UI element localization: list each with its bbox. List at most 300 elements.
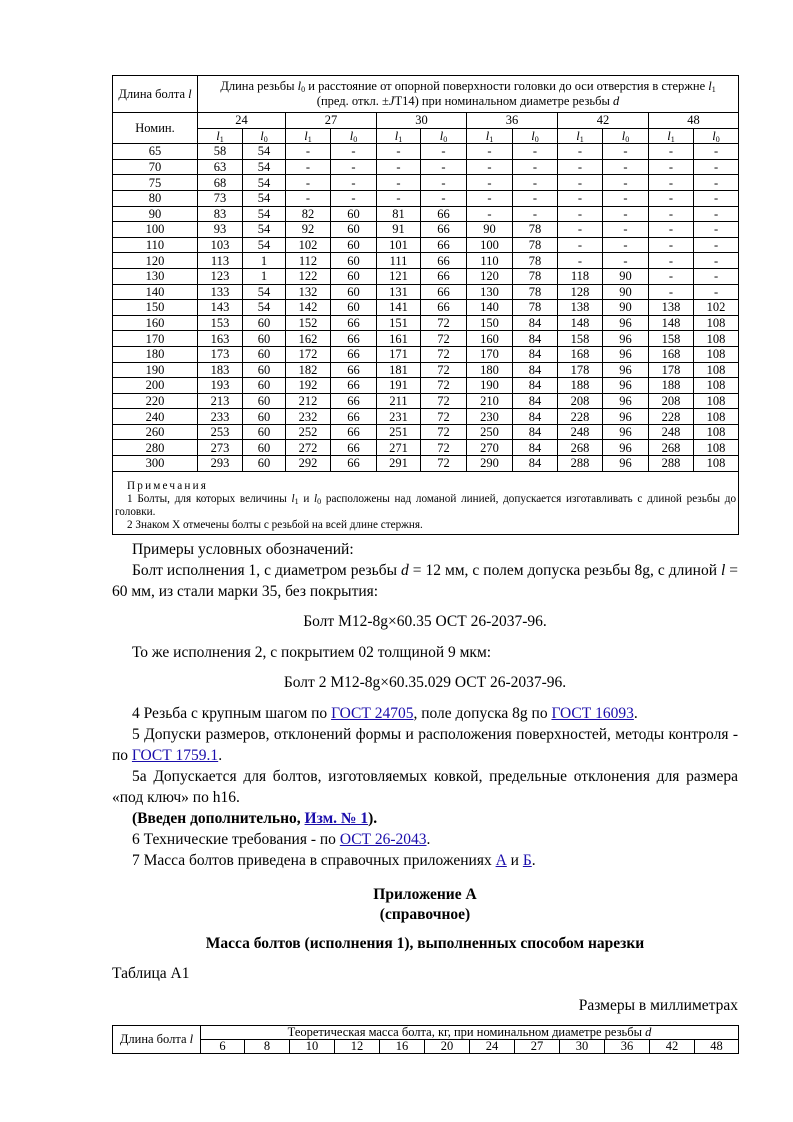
value-cell: 138 — [558, 300, 603, 316]
value-cell: 54 — [243, 190, 286, 206]
appendix-a-link[interactable]: А — [495, 851, 507, 869]
value-cell: 66 — [331, 331, 377, 347]
diameter-24: 24 — [198, 113, 286, 129]
value-cell: 111 — [377, 253, 421, 269]
value-cell: 66 — [331, 346, 377, 362]
l0-header: $l_0$ — [694, 128, 739, 144]
value-cell: 68 — [198, 175, 243, 191]
mass-diameter-cell: 8 — [245, 1039, 290, 1053]
value-cell: 66 — [331, 393, 377, 409]
value-cell: 66 — [421, 222, 467, 238]
value-cell: - — [421, 159, 467, 175]
value-cell: 66 — [331, 456, 377, 472]
value-cell: - — [558, 175, 603, 191]
bolt-length-cell: 280 — [113, 440, 198, 456]
bolt-length-cell: 90 — [113, 206, 198, 222]
value-cell: 122 — [286, 268, 331, 284]
value-cell: 84 — [513, 424, 558, 440]
value-cell: 108 — [694, 362, 739, 378]
appendix-subtitle: (справочное) — [379, 905, 471, 923]
value-cell: 208 — [558, 393, 603, 409]
value-cell: - — [603, 190, 649, 206]
value-cell: - — [558, 159, 603, 175]
value-cell: 66 — [331, 409, 377, 425]
value-cell: - — [694, 159, 739, 175]
mass-diameter-cell: 10 — [290, 1039, 335, 1053]
value-cell: 60 — [331, 237, 377, 253]
value-cell: 230 — [467, 409, 513, 425]
value-cell: 178 — [649, 362, 694, 378]
value-cell: 168 — [649, 346, 694, 362]
value-cell: 248 — [649, 424, 694, 440]
value-cell: 121 — [377, 268, 421, 284]
value-cell: - — [286, 190, 331, 206]
value-cell: 108 — [694, 331, 739, 347]
diameter-30: 30 — [377, 113, 467, 129]
value-cell: 78 — [513, 284, 558, 300]
examples-title: Примеры условных обозначений: — [132, 540, 354, 558]
thread-length-table — [112, 75, 739, 535]
value-cell: - — [649, 222, 694, 238]
value-cell: 73 — [198, 190, 243, 206]
value-cell: 108 — [694, 424, 739, 440]
value-cell: 288 — [649, 456, 694, 472]
value-cell: - — [649, 253, 694, 269]
bolt-length-cell: 140 — [113, 284, 198, 300]
body-text — [112, 539, 738, 871]
diameter-36: 36 — [467, 113, 558, 129]
value-cell: - — [558, 206, 603, 222]
value-cell: 54 — [243, 175, 286, 191]
value-cell: 112 — [286, 253, 331, 269]
value-cell: 102 — [694, 300, 739, 316]
table-row — [113, 268, 739, 284]
mass-diameter-cell: 24 — [470, 1039, 515, 1053]
value-cell: 78 — [513, 253, 558, 269]
value-cell: 108 — [694, 346, 739, 362]
value-cell: 180 — [467, 362, 513, 378]
value-cell: - — [694, 175, 739, 191]
table-label: Таблица А1 — [112, 964, 190, 982]
l1-header: $l_1$ — [467, 128, 513, 144]
value-cell: 96 — [603, 440, 649, 456]
value-cell: 54 — [243, 222, 286, 238]
value-cell: 91 — [377, 222, 421, 238]
appendix-b-link[interactable]: Б — [522, 851, 532, 869]
value-cell: 148 — [558, 315, 603, 331]
value-cell: - — [377, 190, 421, 206]
value-cell: 66 — [421, 284, 467, 300]
value-cell: 66 — [421, 206, 467, 222]
mass-diameter-cell: 36 — [605, 1039, 650, 1053]
bolt-length-cell: 70 — [113, 159, 198, 175]
value-cell: 81 — [377, 206, 421, 222]
value-cell: 252 — [286, 424, 331, 440]
value-cell: 178 — [558, 362, 603, 378]
value-cell: - — [558, 253, 603, 269]
value-cell: 228 — [649, 409, 694, 425]
value-cell: 90 — [467, 222, 513, 238]
bolt-length-cell: 75 — [113, 175, 198, 191]
value-cell: 268 — [558, 440, 603, 456]
value-cell: 143 — [198, 300, 243, 316]
bolt-length-cell: 150 — [113, 300, 198, 316]
value-cell: - — [603, 175, 649, 191]
value-cell: 192 — [286, 378, 331, 394]
value-cell: 96 — [603, 346, 649, 362]
value-cell: - — [467, 159, 513, 175]
value-cell: 60 — [331, 222, 377, 238]
value-cell: 96 — [603, 378, 649, 394]
value-cell: 72 — [421, 315, 467, 331]
value-cell: - — [603, 144, 649, 160]
value-cell: 84 — [513, 409, 558, 425]
value-cell: 140 — [467, 300, 513, 316]
value-cell: - — [467, 144, 513, 160]
value-cell: - — [467, 175, 513, 191]
value-cell: - — [649, 237, 694, 253]
value-cell: 172 — [286, 346, 331, 362]
diameter-header-row — [113, 113, 739, 129]
value-cell: 271 — [377, 440, 421, 456]
value-cell: 78 — [513, 237, 558, 253]
value-cell: 84 — [513, 440, 558, 456]
value-cell: 60 — [243, 315, 286, 331]
value-cell: 90 — [603, 268, 649, 284]
table-row — [113, 144, 739, 160]
value-cell: 60 — [243, 456, 286, 472]
bolt-length-cell: 160 — [113, 315, 198, 331]
value-cell: 190 — [467, 378, 513, 394]
value-cell: 60 — [243, 331, 286, 347]
value-cell: 66 — [331, 315, 377, 331]
value-cell: 170 — [467, 346, 513, 362]
subheader-row — [113, 128, 739, 144]
value-cell: 133 — [198, 284, 243, 300]
mass-diameter-cell: 6 — [201, 1039, 245, 1053]
value-cell: 128 — [558, 284, 603, 300]
value-cell: 231 — [377, 409, 421, 425]
value-cell: 123 — [198, 268, 243, 284]
table-row — [113, 253, 739, 269]
table-row — [113, 190, 739, 206]
table-row — [113, 206, 739, 222]
table-row — [113, 393, 739, 409]
table-row — [113, 378, 739, 394]
value-cell: 72 — [421, 346, 467, 362]
value-cell: - — [649, 268, 694, 284]
bolt-length-cell: 170 — [113, 331, 198, 347]
value-cell: - — [694, 237, 739, 253]
value-cell: 90 — [603, 300, 649, 316]
value-cell: - — [649, 144, 694, 160]
value-cell: 102 — [286, 237, 331, 253]
value-cell: - — [558, 190, 603, 206]
value-cell: - — [377, 175, 421, 191]
item-5a: 5а Допускается для болтов, изготовляемых ковкой, предельные отклонения для размера «под ключ» по h16. — [112, 767, 738, 806]
gost-1759-1-link[interactable]: ГОСТ 1759.1 — [131, 746, 219, 764]
bolt-length-cell: 65 — [113, 144, 198, 160]
value-cell: 72 — [421, 378, 467, 394]
bolt-length-cell: 180 — [113, 346, 198, 362]
value-cell: 66 — [331, 424, 377, 440]
table-row — [113, 284, 739, 300]
value-cell: - — [513, 159, 558, 175]
value-cell: 272 — [286, 440, 331, 456]
value-cell: - — [603, 253, 649, 269]
mass-diameter-cell: 42 — [650, 1039, 695, 1053]
value-cell: 96 — [603, 393, 649, 409]
value-cell: 163 — [198, 331, 243, 347]
bolt-length-cell: 190 — [113, 362, 198, 378]
table-row — [113, 440, 739, 456]
value-cell: - — [513, 206, 558, 222]
value-cell: - — [649, 190, 694, 206]
diameter-42: 42 — [558, 113, 649, 129]
mass-diameter-cell: 16 — [380, 1039, 425, 1053]
value-cell: 288 — [558, 456, 603, 472]
mass-diameter-row — [113, 1039, 739, 1053]
value-cell: 233 — [198, 409, 243, 425]
value-cell: 78 — [513, 268, 558, 284]
value-cell: 188 — [558, 378, 603, 394]
table-header-row — [113, 76, 739, 113]
table-row — [113, 424, 739, 440]
value-cell: 72 — [421, 409, 467, 425]
value-cell: 78 — [513, 222, 558, 238]
value-cell: 66 — [421, 300, 467, 316]
value-cell: 84 — [513, 362, 558, 378]
table-row — [113, 159, 739, 175]
value-cell: 54 — [243, 144, 286, 160]
value-cell: 182 — [286, 362, 331, 378]
table-row — [113, 409, 739, 425]
value-cell: - — [694, 144, 739, 160]
value-cell: 142 — [286, 300, 331, 316]
value-cell: 1 — [243, 253, 286, 269]
value-cell: 63 — [198, 159, 243, 175]
bolt-length-cell: 200 — [113, 378, 198, 394]
value-cell: 210 — [467, 393, 513, 409]
value-cell: 248 — [558, 424, 603, 440]
value-cell: 151 — [377, 315, 421, 331]
value-cell: 72 — [421, 393, 467, 409]
table-row — [113, 362, 739, 378]
value-cell: 103 — [198, 237, 243, 253]
value-cell: 153 — [198, 315, 243, 331]
value-cell: - — [331, 175, 377, 191]
bolt-length-cell: 240 — [113, 409, 198, 425]
gost-24705-link[interactable]: ГОСТ 24705 — [331, 704, 414, 722]
diameter-48: 48 — [649, 113, 739, 129]
value-cell: 101 — [377, 237, 421, 253]
value-cell: 160 — [467, 331, 513, 347]
value-cell: 191 — [377, 378, 421, 394]
notes-title: Примечания — [127, 479, 209, 492]
value-cell: 138 — [649, 300, 694, 316]
l1-header: $l_1$ — [198, 128, 243, 144]
value-cell: 108 — [694, 440, 739, 456]
diameter-27: 27 — [286, 113, 377, 129]
thread-length-header: Длина резьбы $l_0$ и расстояние от опорной поверхности головки до оси отверстия в стержне $l_1$ (пред. откл. ±JT14) при номинальном диаметре резьбы d — [198, 76, 739, 113]
value-cell: 161 — [377, 331, 421, 347]
value-cell: - — [649, 175, 694, 191]
value-cell: 82 — [286, 206, 331, 222]
mass-header-row — [113, 1025, 739, 1039]
value-cell: - — [286, 175, 331, 191]
value-cell: - — [558, 222, 603, 238]
value-cell: 113 — [198, 253, 243, 269]
value-cell: - — [377, 159, 421, 175]
bolt-length-header: Длина болта l — [113, 1025, 201, 1053]
document-page — [112, 75, 738, 1054]
value-cell: - — [467, 206, 513, 222]
mass-header: Теоретическая масса болта, кг, при номинальном диаметре резьбы d — [201, 1025, 739, 1039]
value-cell: 108 — [694, 456, 739, 472]
value-cell: 92 — [286, 222, 331, 238]
value-cell: 188 — [649, 378, 694, 394]
value-cell: - — [603, 237, 649, 253]
appendix-heading: Масса болтов (исполнения 1), выполненных способом нарезки — [205, 934, 645, 952]
value-cell: 93 — [198, 222, 243, 238]
value-cell: 60 — [331, 284, 377, 300]
value-cell: - — [694, 253, 739, 269]
value-cell: 54 — [243, 284, 286, 300]
formula-1: Болт М12-8g×60.35 ОСТ 26-2037-96. — [303, 612, 547, 630]
value-cell: 96 — [603, 362, 649, 378]
ost-26-2043-link[interactable]: ОСТ 26-2043 — [339, 830, 427, 848]
value-cell: 96 — [603, 331, 649, 347]
gost-16093-link[interactable]: ГОСТ 16093 — [551, 704, 634, 722]
value-cell: 84 — [513, 393, 558, 409]
value-cell: - — [377, 144, 421, 160]
bolt-length-cell: 220 — [113, 393, 198, 409]
bolt-length-cell: 80 — [113, 190, 198, 206]
value-cell: - — [649, 159, 694, 175]
value-cell: 162 — [286, 331, 331, 347]
value-cell: 232 — [286, 409, 331, 425]
value-cell: - — [421, 190, 467, 206]
l0-header: $l_0$ — [421, 128, 467, 144]
value-cell: 84 — [513, 456, 558, 472]
value-cell: 132 — [286, 284, 331, 300]
value-cell: 250 — [467, 424, 513, 440]
value-cell: 213 — [198, 393, 243, 409]
l1-header: $l_1$ — [377, 128, 421, 144]
l0-header: $l_0$ — [331, 128, 377, 144]
formula-2: Болт 2 М12-8g×60.35.029 ОСТ 26-2037-96. — [283, 673, 567, 691]
value-cell: - — [331, 190, 377, 206]
bolt-mass-table — [112, 1025, 739, 1054]
value-cell: 54 — [243, 159, 286, 175]
table-row — [113, 237, 739, 253]
value-cell: 108 — [694, 315, 739, 331]
value-cell: - — [331, 159, 377, 175]
notes-cell — [113, 471, 739, 534]
l1-header: $l_1$ — [649, 128, 694, 144]
bolt-length-cell: 120 — [113, 253, 198, 269]
nominal-header: Номин. — [113, 113, 198, 144]
amendment-1-link[interactable]: Изм. № 1 — [304, 809, 369, 827]
table-row — [113, 331, 739, 347]
l0-header: $l_0$ — [603, 128, 649, 144]
value-cell: 54 — [243, 237, 286, 253]
value-cell: 173 — [198, 346, 243, 362]
notes-row — [113, 471, 739, 534]
table-row — [113, 175, 739, 191]
value-cell: - — [467, 190, 513, 206]
value-cell: - — [649, 284, 694, 300]
units-note: Размеры в миллиметрах — [578, 996, 738, 1014]
value-cell: 158 — [558, 331, 603, 347]
value-cell: 130 — [467, 284, 513, 300]
mass-diameter-cell: 30 — [560, 1039, 605, 1053]
value-cell: 84 — [513, 315, 558, 331]
value-cell: - — [603, 222, 649, 238]
value-cell: 110 — [467, 253, 513, 269]
value-cell: - — [694, 268, 739, 284]
mass-diameter-cell: 12 — [335, 1039, 380, 1053]
value-cell: 96 — [603, 315, 649, 331]
appendix-header — [112, 885, 738, 925]
l0-header: $l_0$ — [513, 128, 558, 144]
value-cell: - — [513, 190, 558, 206]
value-cell: 72 — [421, 331, 467, 347]
value-cell: 181 — [377, 362, 421, 378]
bolt-length-cell: 300 — [113, 456, 198, 472]
value-cell: - — [558, 144, 603, 160]
bolt-length-cell: 100 — [113, 222, 198, 238]
value-cell: 72 — [421, 440, 467, 456]
value-cell: 84 — [513, 378, 558, 394]
value-cell: 60 — [243, 440, 286, 456]
mass-diameter-cell: 48 — [695, 1039, 739, 1053]
value-cell: 268 — [649, 440, 694, 456]
appendix-title: Приложение А — [373, 885, 477, 903]
value-cell: 253 — [198, 424, 243, 440]
value-cell: 211 — [377, 393, 421, 409]
value-cell: 90 — [603, 284, 649, 300]
value-cell: - — [331, 144, 377, 160]
value-cell: 291 — [377, 456, 421, 472]
value-cell: 148 — [649, 315, 694, 331]
value-cell: 108 — [694, 378, 739, 394]
value-cell: - — [694, 222, 739, 238]
value-cell: 60 — [243, 393, 286, 409]
value-cell: 290 — [467, 456, 513, 472]
value-cell: 108 — [694, 393, 739, 409]
amendment-note: (Введен дополнительно, Изм. № 1). — [132, 809, 378, 827]
value-cell: 228 — [558, 409, 603, 425]
value-cell: - — [513, 144, 558, 160]
value-cell: 100 — [467, 237, 513, 253]
value-cell: 96 — [603, 424, 649, 440]
value-cell: 66 — [421, 268, 467, 284]
value-cell: 270 — [467, 440, 513, 456]
table-row — [113, 456, 739, 472]
bolt-length-cell: 110 — [113, 237, 198, 253]
value-cell: 66 — [331, 362, 377, 378]
bolt-length-cell: 260 — [113, 424, 198, 440]
value-cell: 72 — [421, 362, 467, 378]
value-cell: - — [603, 159, 649, 175]
value-cell: - — [603, 206, 649, 222]
example-1: Болт исполнения 1, с диаметром резьбы d = 12 мм, с полем допуска резьбы 8g, с длиной l = 60 мм, из стали марки 35, без покрытия: — [112, 561, 739, 600]
value-cell: 141 — [377, 300, 421, 316]
value-cell: 212 — [286, 393, 331, 409]
l1-header: $l_1$ — [558, 128, 603, 144]
bolt-length-cell: 130 — [113, 268, 198, 284]
